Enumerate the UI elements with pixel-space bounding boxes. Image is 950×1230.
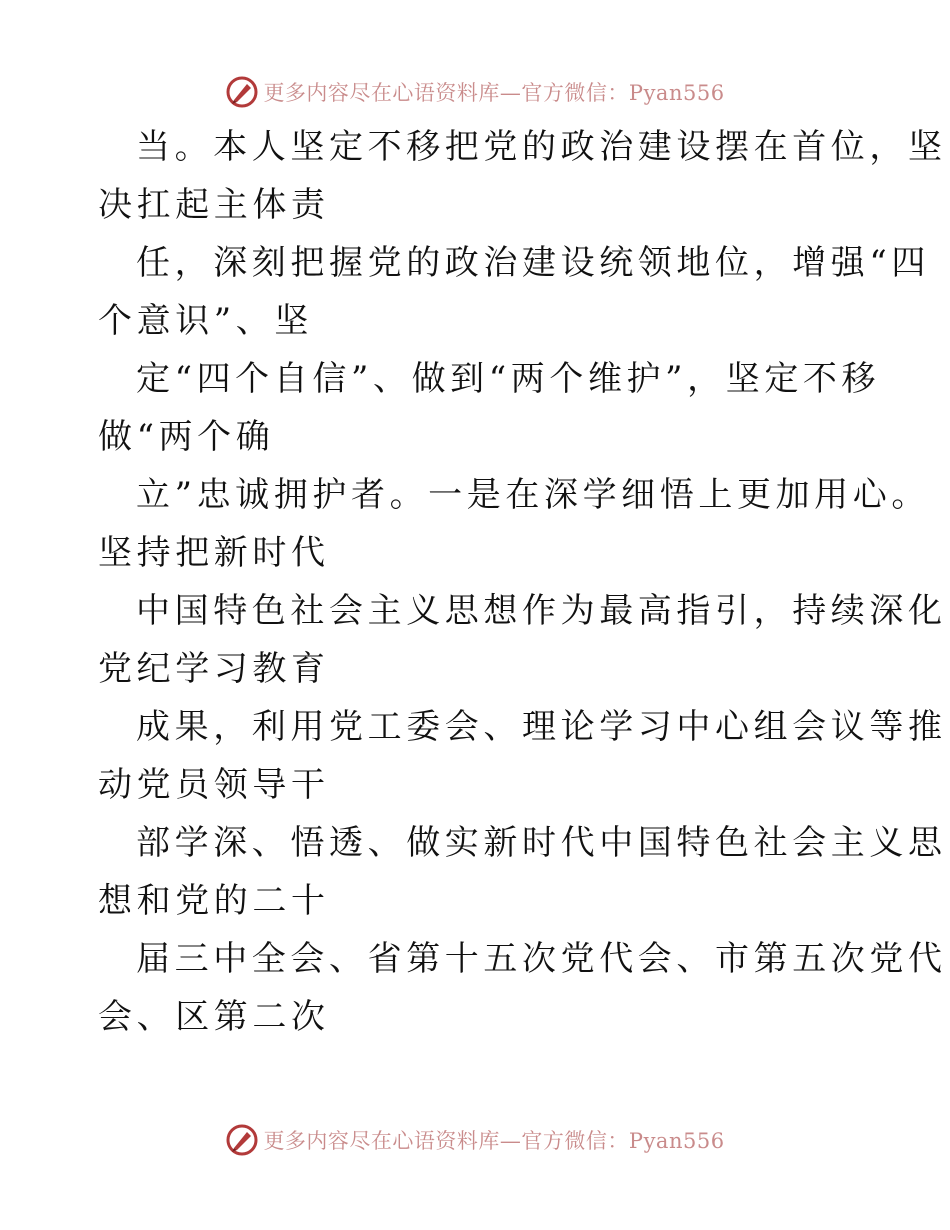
paragraph-line-3 bbox=[98, 350, 881, 466]
line-text: 个意识”、坚 bbox=[98, 301, 313, 341]
document-body bbox=[98, 118, 947, 1046]
line-text: 坚持把新时代 bbox=[98, 533, 330, 573]
line-text: 会、区第二次 bbox=[98, 997, 330, 1037]
paragraph-line-5 bbox=[98, 582, 947, 698]
line-text: 决扛起主体责 bbox=[98, 185, 330, 225]
line-text: 届三中全会、省第十五次党代会、市第五次党代 bbox=[136, 939, 947, 979]
line-text: 动党员领导干 bbox=[98, 765, 330, 805]
paragraph-line-4 bbox=[98, 466, 930, 582]
watermark-text: 更多内容尽在心语资料库—官方微信：Pyan556 bbox=[263, 81, 725, 105]
line-text: 当。本人坚定不移把党的政治建设摆在首位，坚 bbox=[136, 127, 947, 167]
paragraph-line-8 bbox=[98, 930, 947, 1046]
watermark-footer bbox=[0, 1120, 950, 1160]
paragraph-line-2 bbox=[98, 234, 930, 350]
line-text: 任，深刻把握党的政治建设统领地位，增强“四 bbox=[136, 243, 930, 283]
line-text: 部学深、悟透、做实新时代中国特色社会主义思 bbox=[136, 823, 947, 863]
line-text: 立”忠诚拥护者。一是在深学细悟上更加用心。 bbox=[136, 475, 930, 515]
line-text: 成果，利用党工委会、理论学习中心组会议等推 bbox=[136, 707, 947, 747]
paragraph-line-6 bbox=[98, 698, 947, 814]
pen-nib-logo-icon bbox=[225, 75, 259, 109]
line-text: 想和党的二十 bbox=[98, 881, 330, 921]
watermark-header bbox=[0, 72, 950, 112]
line-text: 定“四个自信”、做到“两个维护”，坚定不移 bbox=[136, 359, 881, 399]
line-text: 党纪学习教育 bbox=[98, 649, 330, 689]
line-text: 做“两个确 bbox=[98, 417, 275, 457]
line-text: 中国特色社会主义思想作为最高指引，持续深化 bbox=[136, 591, 947, 631]
paragraph-line-1 bbox=[98, 118, 947, 234]
watermark-text: 更多内容尽在心语资料库—官方微信：Pyan556 bbox=[263, 1129, 725, 1153]
paragraph-line-7 bbox=[98, 814, 947, 930]
pen-nib-logo-icon bbox=[225, 1123, 259, 1157]
